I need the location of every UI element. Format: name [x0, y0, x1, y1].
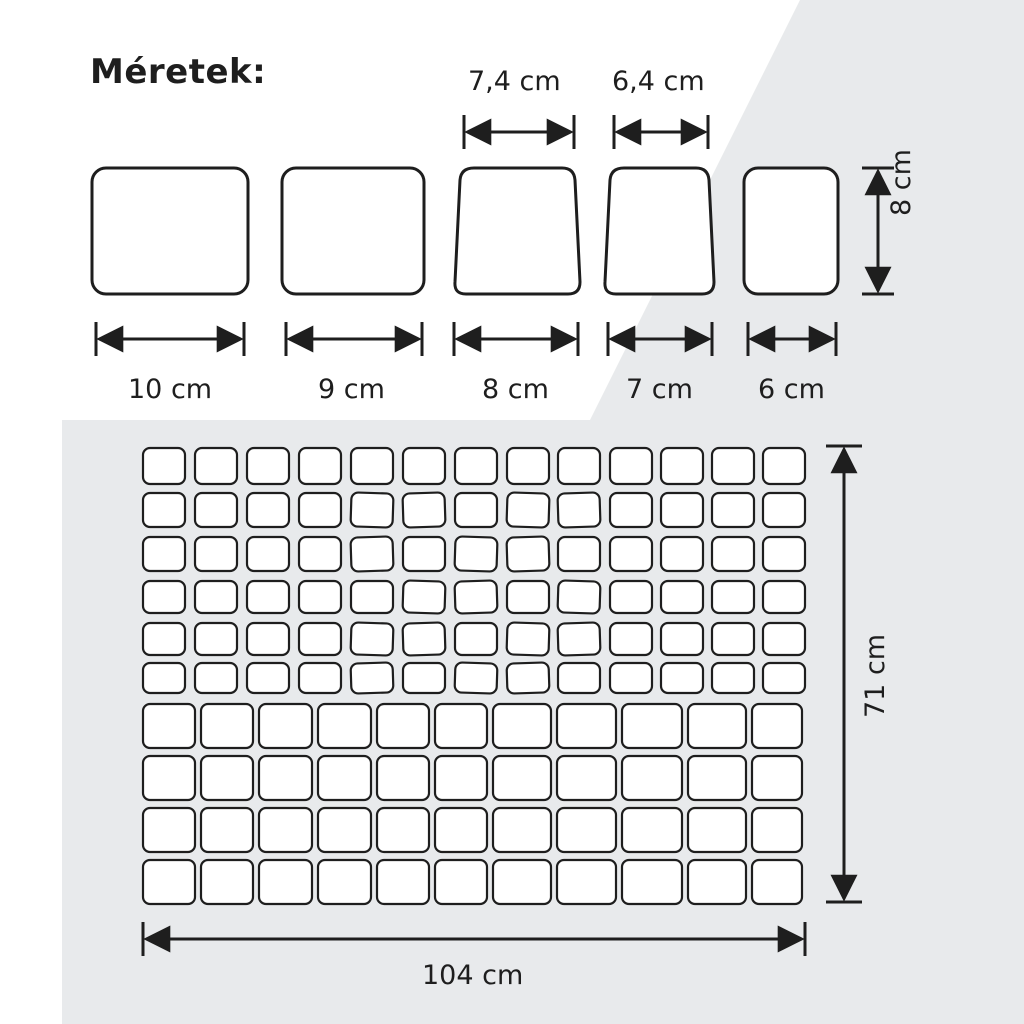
mat-stone — [247, 623, 289, 655]
mat-stone — [661, 448, 703, 484]
stone-mat — [143, 448, 805, 904]
mat-stone — [763, 448, 805, 484]
mat-stone — [610, 663, 652, 693]
mat-stone — [350, 536, 393, 571]
mat-stone — [712, 537, 754, 571]
mat-stone — [318, 704, 371, 748]
mat-stone — [143, 448, 185, 484]
mat-stone — [712, 493, 754, 527]
mat-stone — [435, 704, 487, 748]
stone-top-label-6-4cm: 6,4 cm — [612, 66, 705, 97]
mat-stone — [143, 581, 185, 613]
mat-stone — [622, 756, 682, 800]
mat-stone — [247, 581, 289, 613]
mat-stone — [752, 756, 802, 800]
mat-stone — [195, 663, 237, 693]
stone-width-label-8cm: 8 cm — [482, 374, 549, 405]
mat-stone — [299, 537, 341, 571]
mat-stone — [558, 663, 600, 693]
mat-stone — [377, 756, 429, 800]
mat-stone — [661, 623, 703, 655]
mat-stone — [435, 860, 487, 904]
stone-width-label-7cm: 7 cm — [626, 374, 693, 405]
mat-stone — [763, 493, 805, 527]
mat-stone — [403, 537, 445, 571]
mat-stone — [351, 662, 394, 693]
mat-stone — [299, 581, 341, 613]
stone-width-label-9cm: 9 cm — [318, 374, 385, 405]
mat-stone — [712, 623, 754, 655]
mat-stone — [763, 581, 805, 613]
mat-stone — [195, 448, 237, 484]
mat-stone — [507, 581, 549, 613]
mat-stone — [661, 663, 703, 693]
mat-stone — [143, 493, 185, 527]
mat-stone — [455, 623, 497, 655]
mat-stone — [403, 448, 445, 484]
mat-stone — [201, 756, 253, 800]
mat-stone — [763, 663, 805, 693]
stone-10cm — [92, 168, 248, 294]
mat-stone — [493, 808, 551, 852]
mat-stone — [688, 860, 746, 904]
mat-stone — [507, 662, 550, 693]
mat-stone — [506, 492, 549, 527]
mat-stone — [299, 663, 341, 693]
stone-6cm — [744, 168, 838, 294]
mat-stone — [493, 860, 551, 904]
mat-stone — [351, 581, 393, 613]
mat-height-label: 71 cm — [860, 633, 891, 718]
stone-top-label-7-4cm: 7,4 cm — [468, 66, 561, 97]
mat-stone — [557, 492, 600, 527]
mat-stone — [557, 704, 616, 748]
mat-stone — [507, 448, 549, 484]
mat-stone — [403, 580, 446, 613]
mat-stone — [610, 623, 652, 655]
mat-stone — [610, 581, 652, 613]
mat-stone — [247, 537, 289, 571]
mat-stone — [143, 663, 185, 693]
mat-stone — [403, 622, 446, 655]
mat-stone — [688, 756, 746, 800]
stone-8cm-tapered — [455, 168, 580, 294]
mat-stone — [455, 448, 497, 484]
mat-stone — [557, 860, 616, 904]
mat-stone — [143, 860, 195, 904]
mat-stone — [201, 808, 253, 852]
mat-stone — [377, 860, 429, 904]
mat-stone — [247, 448, 289, 484]
mat-width-label: 104 cm — [422, 960, 524, 991]
mat-stone — [318, 808, 371, 852]
page-title: Méretek: — [90, 52, 267, 92]
mat-stone — [435, 756, 487, 800]
mat-stone — [622, 860, 682, 904]
mat-stone — [455, 580, 498, 613]
mat-stone — [558, 448, 600, 484]
mat-stone — [299, 493, 341, 527]
mat-stone — [201, 704, 253, 748]
stone-width-label-10cm: 10 cm — [128, 374, 213, 405]
mat-stone — [299, 623, 341, 655]
stone-7cm-tapered — [605, 168, 714, 294]
mat-stone — [558, 622, 601, 655]
mat-stone — [661, 537, 703, 571]
mat-stone — [350, 492, 393, 527]
stone-sizes-row — [92, 168, 838, 294]
mat-stone — [752, 808, 802, 852]
mat-stone — [195, 537, 237, 571]
mat-stone — [455, 662, 498, 693]
mat-stone — [752, 704, 802, 748]
mat-stone — [712, 448, 754, 484]
mat-stone — [201, 860, 253, 904]
stone-9cm — [282, 168, 424, 294]
mat-stone — [507, 622, 550, 655]
stone-height-label: 8 cm — [886, 149, 917, 216]
mat-stone — [557, 756, 616, 800]
mat-stone — [558, 580, 601, 613]
mat-stone — [622, 704, 682, 748]
mat-stone — [402, 492, 445, 527]
mat-stone — [455, 493, 497, 527]
mat-stone — [259, 756, 312, 800]
mat-stone — [610, 493, 652, 527]
mat-stone — [661, 493, 703, 527]
mat-stone — [506, 536, 549, 571]
mat-stone — [688, 808, 746, 852]
mat-stone — [661, 581, 703, 613]
mat-stone — [195, 581, 237, 613]
mat-stone — [143, 623, 185, 655]
mat-stone — [435, 808, 487, 852]
mat-stone — [259, 860, 312, 904]
mat-stone — [403, 663, 445, 693]
mat-stone — [259, 808, 312, 852]
mat-stone — [247, 493, 289, 527]
mat-stone — [299, 448, 341, 484]
mat-stone — [259, 704, 312, 748]
mat-stone — [247, 663, 289, 693]
mat-stone — [558, 537, 600, 571]
mat-stone — [143, 756, 195, 800]
mat-stone — [493, 756, 551, 800]
mat-stone — [557, 808, 616, 852]
mat-stone — [454, 536, 497, 571]
mat-stone — [195, 493, 237, 527]
mat-stone — [712, 581, 754, 613]
mat-stone — [493, 704, 551, 748]
mat-stone — [610, 537, 652, 571]
mat-stone — [351, 448, 393, 484]
stone-width-label-6cm: 6 cm — [758, 374, 825, 405]
mat-stone — [610, 448, 652, 484]
mat-stone — [318, 756, 371, 800]
mat-stone — [143, 808, 195, 852]
mat-stone — [763, 537, 805, 571]
mat-stone — [143, 537, 185, 571]
mat-stone — [622, 808, 682, 852]
mat-stone — [688, 704, 746, 748]
mat-stone — [712, 663, 754, 693]
mat-stone — [377, 704, 429, 748]
mat-stone — [318, 860, 371, 904]
mat-stone — [763, 623, 805, 655]
mat-stone — [752, 860, 802, 904]
mat-stone — [351, 622, 394, 655]
mat-stone — [143, 704, 195, 748]
mat-stone — [195, 623, 237, 655]
mat-stone — [377, 808, 429, 852]
